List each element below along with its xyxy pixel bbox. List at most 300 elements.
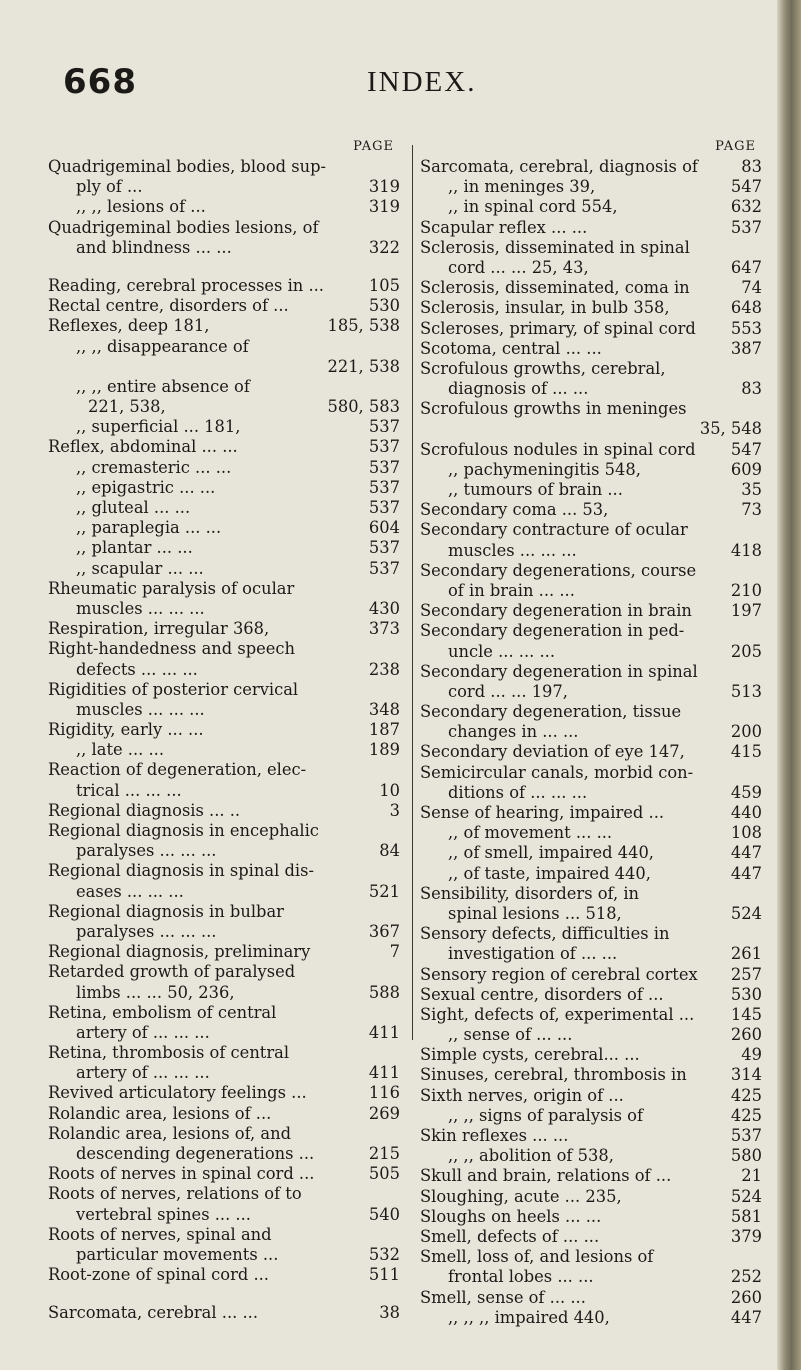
index-entry <box>48 1303 400 1323</box>
index-entry <box>420 1187 762 1207</box>
entry-text: cord ... ... 197, <box>448 681 568 701</box>
index-entry <box>420 864 762 884</box>
entry-page-numbers: 459 <box>730 782 762 802</box>
index-entry <box>48 498 400 518</box>
entry-page-numbers: 537 <box>730 217 762 237</box>
index-entry <box>420 238 762 258</box>
entry-page-numbers: 35 <box>741 480 762 499</box>
entry-text: ,, ,, entire absence of <box>76 376 250 396</box>
entry-page-numbers: 418 <box>730 540 762 560</box>
index-entry <box>48 1184 400 1204</box>
entry-page-numbers: 7 <box>389 942 400 962</box>
index-entry <box>48 841 400 861</box>
entry-text: Right-handedness and speech <box>48 639 296 659</box>
entry-text: Roots of nerves, relations of to <box>48 1184 302 1204</box>
entry-text: cord ... ... 25, 43, <box>448 257 589 277</box>
index-entry <box>420 419 762 439</box>
entry-text: Sclerosis, disseminated in spinal <box>420 237 690 257</box>
entry-page-numbers: 609 <box>730 459 762 479</box>
entry-page-numbers: 537 <box>368 417 400 437</box>
entry-text: ,, ,, ,, impaired 440, <box>448 1307 610 1327</box>
entry-page-numbers: 3 <box>389 800 400 820</box>
entry-page-numbers: 238 <box>368 659 400 679</box>
entry-text: ,, scapular ... ... <box>76 558 204 578</box>
entry-page-numbers: 604 <box>368 518 400 538</box>
entry-page-numbers: 145 <box>730 1004 762 1024</box>
index-entry <box>48 579 400 599</box>
index-entry <box>420 581 762 601</box>
index-entry <box>48 559 400 579</box>
entry-text: Sarcomata, cerebral, diagnosis of <box>420 157 698 176</box>
index-entry <box>48 720 400 740</box>
entry-page-numbers: 411 <box>368 1022 400 1042</box>
index-entry <box>420 1106 762 1126</box>
index-entry <box>420 1045 762 1065</box>
entry-text: ,, sense of ... ... <box>448 1025 573 1045</box>
entry-text: ,, pachymeningitis 548, <box>448 459 641 479</box>
entry-text: ply of ... <box>76 177 143 197</box>
entry-page-numbers: 425 <box>730 1105 762 1125</box>
entry-text: Sight, defects of, experimental ... <box>420 1004 695 1024</box>
entry-text: Sclerosis, disseminated, coma in <box>420 278 690 298</box>
index-entry <box>48 478 400 498</box>
entry-page-numbers: 185, 538 <box>327 316 400 336</box>
entry-page-numbers: 73 <box>741 500 762 520</box>
index-entry <box>48 962 400 982</box>
entry-text: ,, in meninges 39, <box>448 177 596 197</box>
running-head: INDEX. <box>367 66 477 98</box>
index-entry <box>48 1225 400 1245</box>
entry-text: Secondary contracture of ocular <box>420 520 688 540</box>
entry-page-numbers: 197 <box>730 601 762 621</box>
entry-text: Rectal centre, disorders of ... <box>48 296 289 316</box>
entry-page-numbers: 83 <box>741 379 762 399</box>
entry-text: ditions of ... ... ... <box>448 782 588 802</box>
index-entry <box>420 520 762 540</box>
index-entry <box>420 843 762 863</box>
entry-text: muscles ... ... ... <box>76 699 205 719</box>
entry-text: uncle ... ... ... <box>448 641 556 661</box>
index-entry <box>420 541 762 561</box>
entry-page-numbers: 537 <box>368 477 400 497</box>
entry-page-numbers: 348 <box>368 699 400 719</box>
entry-text: of in brain ... ... <box>448 580 575 600</box>
index-entry <box>420 319 762 339</box>
entry-text: Sloughs on heels ... ... <box>420 1206 602 1226</box>
index-entry <box>48 922 400 942</box>
entry-text: Reading, cerebral processes in ... <box>48 275 324 295</box>
page-column-label: PAGE <box>353 139 394 154</box>
entry-page-numbers: 252 <box>730 1267 762 1287</box>
entry-text: and blindness ... ... <box>76 237 232 257</box>
entry-text: Scleroses, primary, of spinal cord <box>420 318 696 338</box>
entry-text: Regional diagnosis in spinal dis- <box>48 861 314 881</box>
entry-page-numbers: 205 <box>730 641 762 661</box>
index-entry <box>48 781 400 801</box>
index-entry <box>420 218 762 238</box>
entry-text: limbs ... ... 50, 236, <box>76 982 235 1002</box>
entry-text: Scrofulous growths in meninges <box>420 399 687 419</box>
index-entry <box>48 357 400 377</box>
index-entry <box>48 417 400 437</box>
index-entry <box>48 821 400 841</box>
entry-page-numbers: 38 <box>379 1303 400 1323</box>
entry-text: Sarcomata, cerebral ... ... <box>48 1303 259 1323</box>
index-entry <box>420 742 762 762</box>
entry-page-numbers: 415 <box>730 742 762 762</box>
index-entry <box>420 278 762 298</box>
index-entry <box>48 1265 400 1285</box>
entry-page-numbers: 511 <box>368 1265 400 1285</box>
index-entry <box>420 1025 762 1045</box>
entry-text: Secondary degeneration in ped- <box>420 621 685 641</box>
index-entry <box>420 884 762 904</box>
entry-text: ,, epigastric ... ... <box>76 477 216 497</box>
entry-page-numbers: 537 <box>730 1126 762 1145</box>
index-entry <box>420 440 762 460</box>
index-entry <box>48 296 400 316</box>
index-entry <box>48 218 400 238</box>
entry-page-numbers: 319 <box>368 197 400 217</box>
index-entry <box>420 1267 762 1287</box>
entry-text: Reaction of degeneration, elec- <box>48 760 307 780</box>
index-entry <box>420 1308 762 1328</box>
index-entry <box>48 902 400 922</box>
entry-page-numbers: 200 <box>730 722 762 742</box>
entry-text: Sensory region of cerebral cortex <box>420 964 698 984</box>
entry-page-numbers: 379 <box>730 1226 762 1246</box>
entry-page-numbers: 588 <box>368 982 400 1002</box>
index-entry <box>48 740 400 760</box>
entry-text: Skin reflexes ... ... <box>420 1126 569 1145</box>
index-entry <box>420 642 762 662</box>
index-entry <box>420 258 762 278</box>
entry-text: Retina, embolism of central <box>48 1002 277 1022</box>
index-entry <box>48 983 400 1003</box>
page-column-label: PAGE <box>715 139 756 154</box>
entry-text: Sensory defects, difficulties in <box>420 924 670 944</box>
entry-page-numbers: 187 <box>368 720 400 740</box>
index-entry <box>48 1003 400 1023</box>
entry-page-numbers: 430 <box>368 598 400 618</box>
entry-page-numbers: 373 <box>368 619 400 639</box>
entry-page-numbers: 49 <box>741 1045 762 1065</box>
index-entry <box>48 760 400 780</box>
index-entry <box>420 601 762 621</box>
index-entry <box>420 985 762 1005</box>
entry-text: vertebral spines ... ... <box>76 1204 251 1224</box>
entry-text: Semicircular canals, morbid con- <box>420 762 694 782</box>
entry-text: ,, plantar ... ... <box>76 538 193 558</box>
index-entry <box>420 1086 762 1106</box>
entry-page-numbers: 447 <box>730 1307 762 1327</box>
index-entry <box>48 639 400 659</box>
index-entry <box>420 702 762 722</box>
entry-page-numbers: 537 <box>368 498 400 517</box>
entry-text: trical ... ... ... <box>76 780 182 800</box>
entry-text: Retarded growth of paralysed <box>48 962 296 982</box>
left-entries <box>48 157 400 1324</box>
page-number: 668 <box>63 62 137 102</box>
entry-page-numbers: 116 <box>368 1083 400 1103</box>
entry-text: Secondary degenerations, course <box>420 560 697 580</box>
entry-text: ,, of smell, impaired 440, <box>448 843 654 863</box>
entry-page-numbers: 580 <box>730 1146 762 1166</box>
index-entry <box>420 763 762 783</box>
index-entry <box>420 944 762 964</box>
entry-text: Regional diagnosis in bulbar <box>48 901 284 921</box>
entry-text: Respiration, irregular 368, <box>48 619 270 639</box>
index-entry <box>48 700 400 720</box>
entry-page-numbers: 647 <box>730 257 762 277</box>
index-entry <box>48 801 400 821</box>
entry-page-numbers: 74 <box>741 278 762 298</box>
index-entry <box>420 924 762 944</box>
index-entry <box>420 1227 762 1247</box>
entry-text: Regional diagnosis ... .. <box>48 800 241 820</box>
entry-page-numbers: 221, 538 <box>327 356 400 376</box>
entry-text: descending degenerations ... <box>76 1144 315 1163</box>
entry-text: artery of ... ... ... <box>76 1022 210 1042</box>
entry-text: defects ... ... ... <box>76 659 198 679</box>
index-entry <box>420 621 762 641</box>
entry-page-numbers: 447 <box>730 843 762 863</box>
entry-text: Rigidity, early ... ... <box>48 720 204 740</box>
entry-page-numbers: 521 <box>368 881 400 901</box>
index-entry <box>48 157 400 177</box>
index-entry <box>420 339 762 359</box>
entry-text: Scotoma, central ... ... <box>420 338 602 358</box>
entry-page-numbers: 105 <box>368 275 400 295</box>
entry-text: ,, ,, signs of paralysis of <box>448 1105 644 1125</box>
index-entry <box>420 500 762 520</box>
entry-text: ,, gluteal ... ... <box>76 498 191 517</box>
entry-text: Sloughing, acute ... 235, <box>420 1186 622 1206</box>
entry-page-numbers: 387 <box>730 338 762 358</box>
index-entry <box>420 1288 762 1308</box>
entry-text: paralyses ... ... ... <box>76 841 217 861</box>
index-entry <box>420 1146 762 1166</box>
entry-page-numbers: 84 <box>379 841 400 861</box>
index-entry <box>420 379 762 399</box>
entry-text: Sixth nerves, origin of ... <box>420 1085 624 1105</box>
entry-text: Reflex, abdominal ... ... <box>48 437 238 457</box>
index-entry <box>48 538 400 558</box>
index-entry <box>420 460 762 480</box>
entry-text: muscles ... ... ... <box>448 540 577 560</box>
entry-text: 221, 538, <box>88 397 166 417</box>
entry-page-numbers: 537 <box>368 538 400 558</box>
entry-text: Skull and brain, relations of ... <box>420 1166 672 1186</box>
index-entry <box>48 397 400 417</box>
entry-page-numbers: 440 <box>730 803 762 822</box>
entry-page-numbers: 425 <box>730 1085 762 1105</box>
entry-text: Secondary deviation of eye 147, <box>420 742 685 762</box>
entry-text: Root-zone of spinal cord ... <box>48 1265 269 1285</box>
entry-text: Scapular reflex ... ... <box>420 217 588 237</box>
entry-page-numbers: 108 <box>730 823 762 843</box>
entry-text: ,, superficial ... 181, <box>76 417 241 437</box>
entry-page-numbers: 189 <box>368 740 400 760</box>
entry-text: Secondary degeneration in brain <box>420 601 692 621</box>
entry-text: spinal lesions ... 518, <box>448 903 622 923</box>
entry-page-numbers: 648 <box>730 298 762 318</box>
index-entry <box>48 861 400 881</box>
index-entry <box>420 783 762 803</box>
index-entry <box>420 1126 762 1146</box>
entry-text: investigation of ... ... <box>448 944 618 964</box>
index-entry <box>48 599 400 619</box>
index-entry <box>420 561 762 581</box>
entry-text: changes in ... ... <box>448 722 579 742</box>
index-entry <box>420 298 762 318</box>
entry-page-numbers: 447 <box>730 863 762 883</box>
entry-page-numbers: 10 <box>379 780 400 800</box>
entry-text: ,, ,, lesions of ... <box>76 197 206 217</box>
entry-text: ,, tumours of brain ... <box>448 480 623 499</box>
entry-text: ,, ,, abolition of 538, <box>448 1146 614 1166</box>
index-entry <box>420 965 762 985</box>
entry-text: Rheumatic paralysis of ocular <box>48 578 295 598</box>
entry-page-numbers: 319 <box>368 177 400 197</box>
index-entry <box>48 337 400 357</box>
entry-text: Quadrigeminal bodies lesions, of <box>48 217 319 237</box>
index-entry <box>48 276 400 296</box>
index-entry <box>420 1247 762 1267</box>
entry-page-numbers: 530 <box>730 984 762 1004</box>
index-entry <box>48 458 400 478</box>
entry-text: Regional diagnosis, preliminary <box>48 942 311 962</box>
column-divider <box>412 145 413 1040</box>
entry-text: ,, late ... ... <box>76 740 165 760</box>
entry-page-numbers: 322 <box>368 237 400 257</box>
entry-page-numbers: 261 <box>730 944 762 964</box>
entry-text: frontal lobes ... ... <box>448 1267 594 1287</box>
index-entry <box>420 1005 762 1025</box>
index-entry <box>48 197 400 217</box>
entry-page-numbers: 580, 583 <box>327 397 400 417</box>
index-entry <box>48 1164 400 1184</box>
entry-text: muscles ... ... ... <box>76 598 205 618</box>
entry-page-numbers: 35, 548 <box>699 419 762 439</box>
entry-page-numbers: 547 <box>730 439 762 459</box>
entry-text: paralyses ... ... ... <box>76 921 217 941</box>
entry-text: Scrofulous nodules in spinal cord <box>420 439 696 459</box>
entry-text: Secondary coma ... 53, <box>420 500 609 520</box>
index-entry <box>420 823 762 843</box>
entry-text: Regional diagnosis in encephalic <box>48 821 319 840</box>
entry-page-numbers: 530 <box>368 296 400 316</box>
index-entry <box>420 1207 762 1227</box>
entry-text: artery of ... ... ... <box>76 1063 210 1083</box>
entry-text: Secondary degeneration, tissue <box>420 702 682 722</box>
entry-text: ,, cremasteric ... ... <box>76 457 232 477</box>
entry-text: Smell, sense of ... ... <box>420 1287 586 1307</box>
index-entry <box>48 882 400 902</box>
index-entry <box>48 619 400 639</box>
index-entry <box>420 662 762 682</box>
index-entry <box>48 1043 400 1063</box>
index-entry <box>48 1245 400 1265</box>
entry-page-numbers: 513 <box>730 681 762 701</box>
entry-page-numbers: 260 <box>730 1025 762 1045</box>
entry-page-numbers: 524 <box>730 1186 762 1206</box>
entry-text: Smell, defects of ... ... <box>420 1226 600 1246</box>
index-entry <box>48 238 400 258</box>
entry-text: ,, ,, disappearance of <box>76 336 249 356</box>
index-entry <box>48 316 400 336</box>
index-entry <box>48 1205 400 1225</box>
entry-page-numbers: 505 <box>368 1164 400 1184</box>
index-entry <box>48 1063 400 1083</box>
index-entry <box>420 1166 762 1186</box>
entry-page-numbers: 215 <box>368 1144 400 1163</box>
index-entry <box>48 1083 400 1103</box>
entry-page-numbers: 537 <box>368 457 400 477</box>
index-entry <box>420 722 762 742</box>
entry-page-numbers: 260 <box>730 1287 762 1307</box>
entry-text: Sensibility, disorders of, in <box>420 883 640 903</box>
index-entry <box>48 177 400 197</box>
index-entry <box>48 660 400 680</box>
index-entry <box>48 942 400 962</box>
entry-page-numbers: 632 <box>730 197 762 217</box>
index-entry <box>420 157 762 177</box>
entry-text: Reflexes, deep 181, <box>48 316 210 336</box>
index-entry <box>420 197 762 217</box>
index-entry <box>420 904 762 924</box>
index-entry <box>420 682 762 702</box>
entry-text: Roots of nerves in spinal cord ... <box>48 1164 315 1184</box>
entry-text: Retina, thrombosis of central <box>48 1043 290 1063</box>
entry-text: ,, of taste, impaired 440, <box>448 863 651 883</box>
entry-text: Quadrigeminal bodies, blood sup- <box>48 157 327 176</box>
entry-text: Roots of nerves, spinal and <box>48 1224 272 1244</box>
index-entry <box>48 1104 400 1124</box>
entry-page-numbers: 367 <box>368 921 400 941</box>
index-entry <box>48 1023 400 1043</box>
page-edge <box>777 0 801 1370</box>
entry-page-numbers: 553 <box>730 318 762 338</box>
right-entries <box>420 157 762 1328</box>
entry-text: Sclerosis, insular, in bulb 358, <box>420 298 670 318</box>
entry-page-numbers: 537 <box>368 437 400 457</box>
entry-text: ,, of movement ... ... <box>448 823 613 843</box>
entry-page-numbers: 314 <box>730 1065 762 1085</box>
entry-page-numbers: 540 <box>368 1204 400 1224</box>
index-entry <box>48 680 400 700</box>
entry-text: ,, paraplegia ... ... <box>76 518 222 538</box>
entry-page-numbers: 532 <box>368 1244 400 1264</box>
entry-page-numbers: 210 <box>730 580 762 600</box>
entry-text: Rolandic area, lesions of ... <box>48 1103 272 1123</box>
entry-page-numbers: 524 <box>730 903 762 923</box>
entry-text: Scrofulous growths, cerebral, <box>420 358 666 378</box>
index-entry <box>48 1144 400 1164</box>
index-entry <box>420 480 762 500</box>
entry-page-numbers: 411 <box>368 1063 400 1083</box>
index-entry <box>48 518 400 538</box>
entry-page-numbers: 537 <box>368 558 400 578</box>
entry-text: Simple cysts, cerebral... ... <box>420 1045 640 1065</box>
entry-text: Revived articulatory feelings ... <box>48 1083 307 1103</box>
index-entry <box>420 177 762 197</box>
entry-text: Sense of hearing, impaired ... <box>420 803 665 822</box>
index-entry <box>420 359 762 379</box>
page-header <box>0 62 780 104</box>
entry-text: diagnosis of ... ... <box>448 379 589 399</box>
entry-page-numbers: 83 <box>741 157 762 176</box>
